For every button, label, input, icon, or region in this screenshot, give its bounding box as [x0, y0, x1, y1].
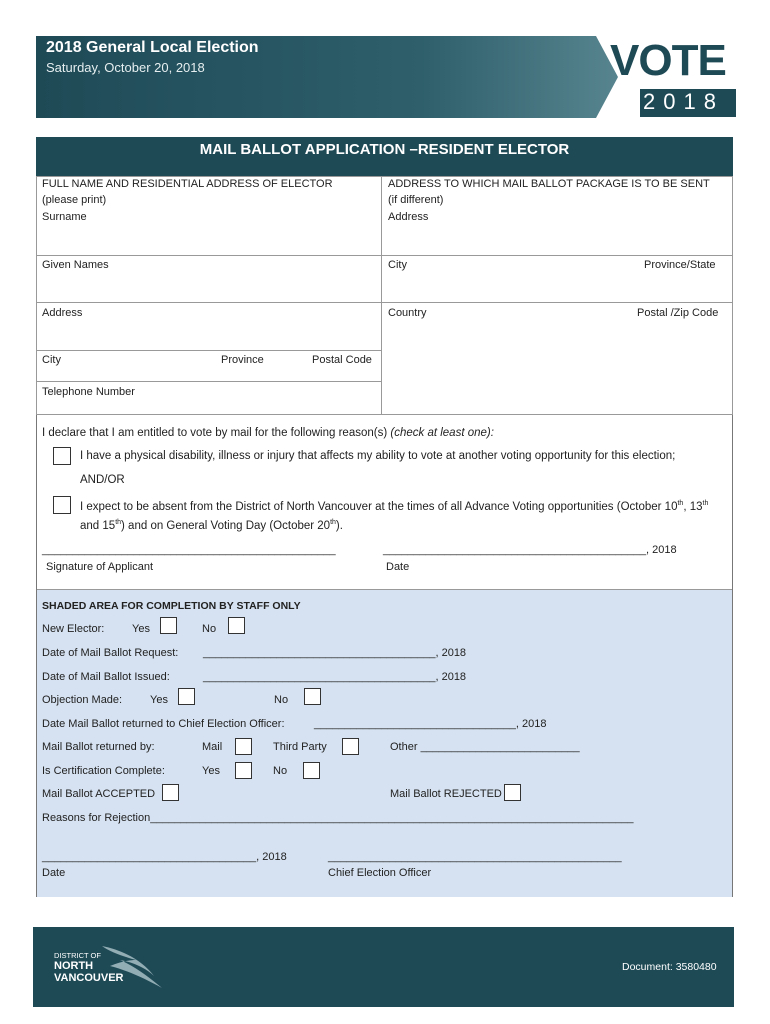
rejected-label: Mail Ballot REJECTED: [390, 788, 502, 800]
mailing-country-label: Country: [388, 307, 427, 319]
telephone-label: Telephone Number: [42, 386, 135, 398]
province-label: Province: [221, 354, 264, 366]
reason-absent-checkbox[interactable]: [53, 496, 71, 514]
reason-absent-text: I expect to be absent from the District of North Vancouver at the times of all Advance Voting opportunities (October 10th, 13th and 15th) and on General Voting Day (October 20th).: [80, 500, 709, 532]
certification-yes-checkbox[interactable]: [235, 762, 252, 779]
certification-yes-label: Yes: [202, 765, 220, 777]
objection-label: Objection Made:: [42, 694, 123, 706]
form-title: MAIL BALLOT APPLICATION –RESIDENT ELECTOR: [199, 141, 570, 158]
election-date: Saturday, October 20, 2018: [46, 60, 205, 75]
rejected-checkbox[interactable]: [504, 784, 521, 801]
mailing-city-label: City: [388, 259, 407, 271]
right-heading-2: (if different): [388, 194, 444, 206]
certification-no-checkbox[interactable]: [303, 762, 320, 779]
postal-code-label: Postal Code: [312, 354, 372, 366]
declaration-intro: I declare that I am entitled to vote by mail for the following reason(s) (check at least one):: [42, 427, 494, 439]
certification-label: Is Certification Complete:: [42, 765, 165, 777]
officer-signature-line[interactable]: ________________________________________________: [328, 851, 622, 863]
new-elector-no-label: No: [202, 623, 217, 635]
date-returned-line[interactable]: _________________________________, 2018: [314, 718, 547, 730]
applicant-date-line[interactable]: ___________________________________________, 2018: [383, 544, 677, 556]
address-label: Address: [42, 307, 83, 319]
left-heading-1: FULL NAME AND RESIDENTIAL ADDRESS OF ELECTOR: [42, 178, 333, 190]
objection-yes-label: Yes: [150, 694, 168, 706]
objection-no-label: No: [274, 694, 289, 706]
officer-label: Chief Election Officer: [328, 867, 432, 879]
election-title: 2018 General Local Election: [46, 39, 259, 56]
north-text: NORTH: [54, 960, 94, 972]
certification-no-label: No: [273, 765, 288, 777]
surname-label: Surname: [42, 211, 87, 223]
mailing-province-label: Province/State: [644, 259, 716, 271]
date-issued-label: Date of Mail Ballot Issued:: [42, 671, 170, 683]
mailing-address-label: Address: [388, 211, 429, 223]
rejection-reasons-line[interactable]: Reasons for Rejection_______________________________________________________________________________: [42, 812, 634, 824]
given-names-label: Given Names: [42, 259, 109, 271]
returned-mail-label: Mail: [202, 741, 223, 753]
new-elector-no-checkbox[interactable]: [228, 617, 245, 634]
objection-no-checkbox[interactable]: [304, 688, 321, 705]
date-request-line[interactable]: ______________________________________, 2018: [203, 647, 467, 659]
date-issued-line[interactable]: ______________________________________, 2018: [203, 671, 467, 683]
address-field[interactable]: [36, 302, 382, 351]
vancouver-text: VANCOUVER: [54, 972, 124, 984]
and-or-text: AND/OR: [80, 474, 125, 486]
district-of-text: DISTRICT OF: [54, 951, 101, 960]
accepted-checkbox[interactable]: [162, 784, 179, 801]
objection-yes-checkbox[interactable]: [178, 688, 195, 705]
reason-disability-checkbox[interactable]: [53, 447, 71, 465]
returned-third-party-checkbox[interactable]: [342, 738, 359, 755]
mailing-postal-label: Postal /Zip Code: [637, 307, 719, 319]
returned-by-label: Mail Ballot returned by:: [42, 741, 155, 753]
date-request-label: Date of Mail Ballot Request:: [42, 647, 179, 659]
right-heading-1: ADDRESS TO WHICH MAIL BALLOT PACKAGE IS TO BE SENT: [388, 178, 710, 190]
staff-date-line[interactable]: ___________________________________, 2018: [42, 851, 287, 863]
returned-other-line[interactable]: Other __________________________: [390, 741, 580, 753]
applicant-date-label: Date: [386, 561, 410, 573]
date-returned-label: Date Mail Ballot returned to Chief Election Officer:: [42, 718, 285, 730]
signature-line[interactable]: ________________________________________________: [42, 544, 336, 556]
city-label: City: [42, 354, 61, 366]
staff-heading: SHADED AREA FOR COMPLETION BY STAFF ONLY: [42, 600, 301, 612]
vote-logo-year: 2018: [643, 89, 724, 114]
new-elector-label: New Elector:: [42, 623, 105, 635]
left-heading-2: (please print): [42, 194, 107, 206]
new-elector-yes-label: Yes: [132, 623, 150, 635]
vote-logo-word: VOTE: [610, 36, 726, 85]
returned-mail-checkbox[interactable]: [235, 738, 252, 755]
signature-label: Signature of Applicant: [46, 561, 154, 573]
returned-third-party-label: Third Party: [273, 741, 327, 753]
staff-date-label: Date: [42, 867, 66, 879]
new-elector-yes-checkbox[interactable]: [160, 617, 177, 634]
accepted-label: Mail Ballot ACCEPTED: [42, 788, 156, 800]
document-number: Document: 3580480: [622, 961, 717, 973]
reason-disability-text: I have a physical disability, illness or injury that affects my ability to vote at another voting opportunity for this election;: [80, 450, 676, 462]
